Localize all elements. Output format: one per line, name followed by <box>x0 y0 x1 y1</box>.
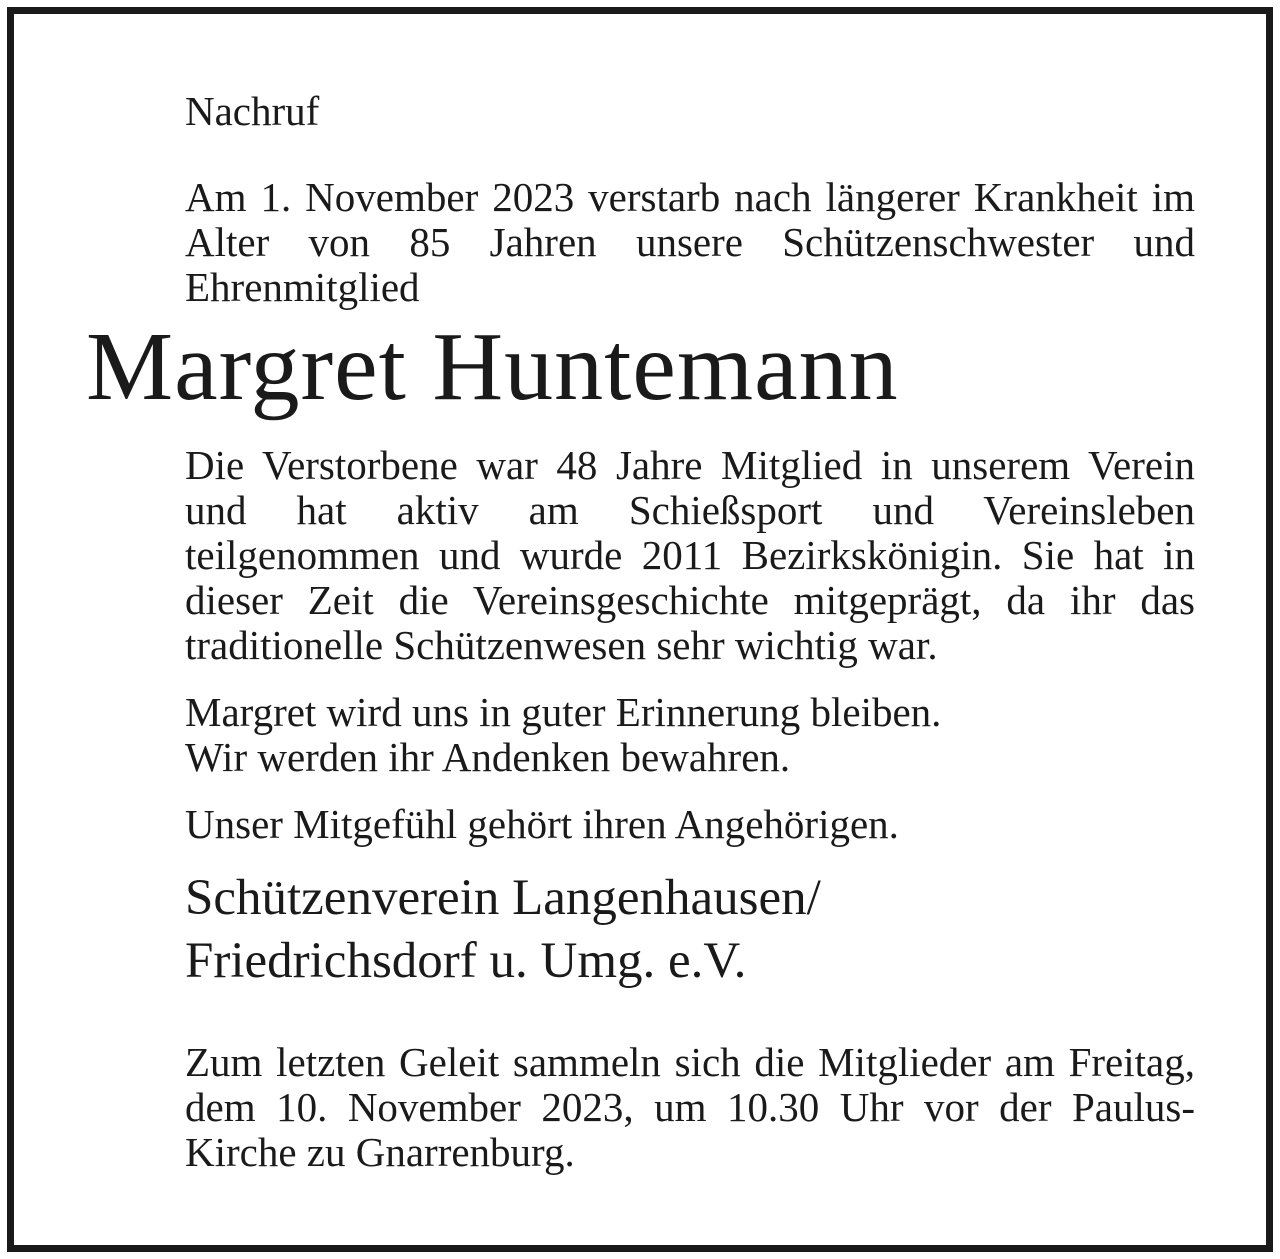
memory-paragraph <box>185 690 1195 780</box>
organization-line: Schützenverein Langenhausen/ <box>185 870 821 926</box>
memory-line: Margret wird uns in guter Erinnerung bleiben. <box>185 689 942 735</box>
notice-heading: Nachruf <box>185 88 320 134</box>
organization-line: Friedrichsdorf u. Umg. e.V. <box>185 933 747 989</box>
biography-paragraph: Die Verstorbene war 48 Jahre Mitglied in unserem Verein und hat aktiv am Schießsport und Vereinsleben teilgenommen und wurde 2011 Bezirkskönigin. Sie hat in dieser Zeit die Vereinsgeschichte mitgeprägt, da ihr das traditionelle Schützenwesen sehr wichtig war. <box>185 442 1195 668</box>
intro-paragraph: Am 1. November 2023 verstarb nach längerer Krankheit im Alter von 85 Jahren unsere Schützenschwester und Ehrenmitglied <box>185 174 1195 310</box>
memory-line: Wir werden ihr Andenken bewahren. <box>185 734 791 780</box>
funeral-notice-paragraph: Zum letzten Geleit sammeln sich die Mitglieder am Freitag, dem 10. November 2023, um 10.30 Uhr vor der Paulus-Kirche zu Gnarrenburg. <box>185 1039 1195 1175</box>
sympathy-line: Unser Mitgefühl gehört ihren Angehörigen. <box>185 801 899 847</box>
organization-signature <box>185 867 821 993</box>
deceased-name: Margret Huntemann <box>86 313 899 421</box>
